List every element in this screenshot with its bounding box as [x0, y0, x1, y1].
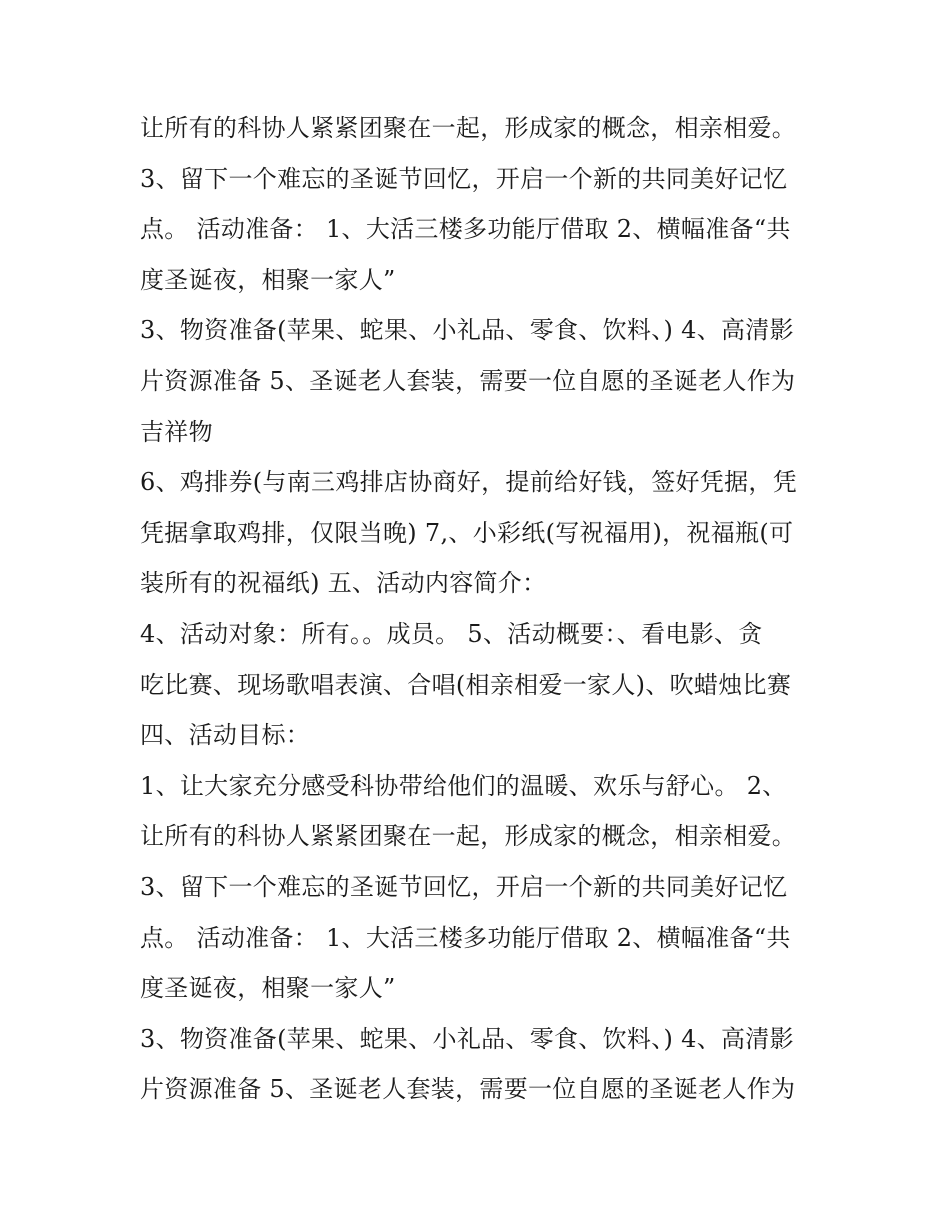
text-line: 6、鸡排券(与南三鸡排店协商好，提前给好钱，签好凭据，凭 [140, 468, 798, 497]
text-line: 4、活动对象：所有。。成员。 5、活动概要：、看电影、贪 [140, 619, 763, 648]
text-line: 片资源准备 5、圣诞老人套装，需要一位自愿的圣诞老人作为 [140, 366, 796, 395]
text-line: 装所有的祝福纸) 五、活动内容简介： [140, 569, 547, 598]
text-line: 1、让大家充分感受科协带给他们的温暖、欢乐与舒心。 2、 [140, 771, 787, 800]
text-line: 点。 活动准备： 1、大活三楼多功能厅借取 2、横幅准备“共 [140, 215, 791, 244]
text-line: 吉祥物 [140, 417, 213, 446]
text-line: 3、留下一个难忘的圣诞节回忆，开启一个新的共同美好记忆 [140, 164, 788, 193]
text-line: 度圣诞夜，相聚一家人” [140, 974, 396, 1003]
section-heading: 四、活动目标： [140, 721, 311, 750]
text-line: 让所有的科协人紧紧团聚在一起，形成家的概念，相亲相爱。 [140, 822, 797, 851]
text-line: 让所有的科协人紧紧团聚在一起，形成家的概念，相亲相爱。 [140, 114, 797, 142]
text-line: 凭据拿取鸡排，仅限当晚) 7,、小彩纸(写祝福用)，祝福瓶(可 [140, 518, 794, 547]
text-line: 片资源准备 5、圣诞老人套装，需要一位自愿的圣诞老人作为 [140, 1075, 796, 1104]
text-line: 吃比赛、现场歌唱表演、合唱(相亲相爱一家人)、吹蜡烛比赛 [140, 670, 792, 699]
text-line: 3、留下一个难忘的圣诞节回忆，开启一个新的共同美好记忆 [140, 872, 788, 901]
text-line: 3、物资准备(苹果、蛇果、小礼品、零食、饮料、) 4、高清影 [140, 316, 794, 345]
document-body [140, 103, 830, 1115]
text-line: 度圣诞夜，相聚一家人” [140, 265, 396, 294]
text-line: 3、物资准备(苹果、蛇果、小礼品、零食、饮料、) 4、高清影 [140, 1024, 794, 1053]
text-line: 点。 活动准备： 1、大活三楼多功能厅借取 2、横幅准备“共 [140, 923, 791, 952]
